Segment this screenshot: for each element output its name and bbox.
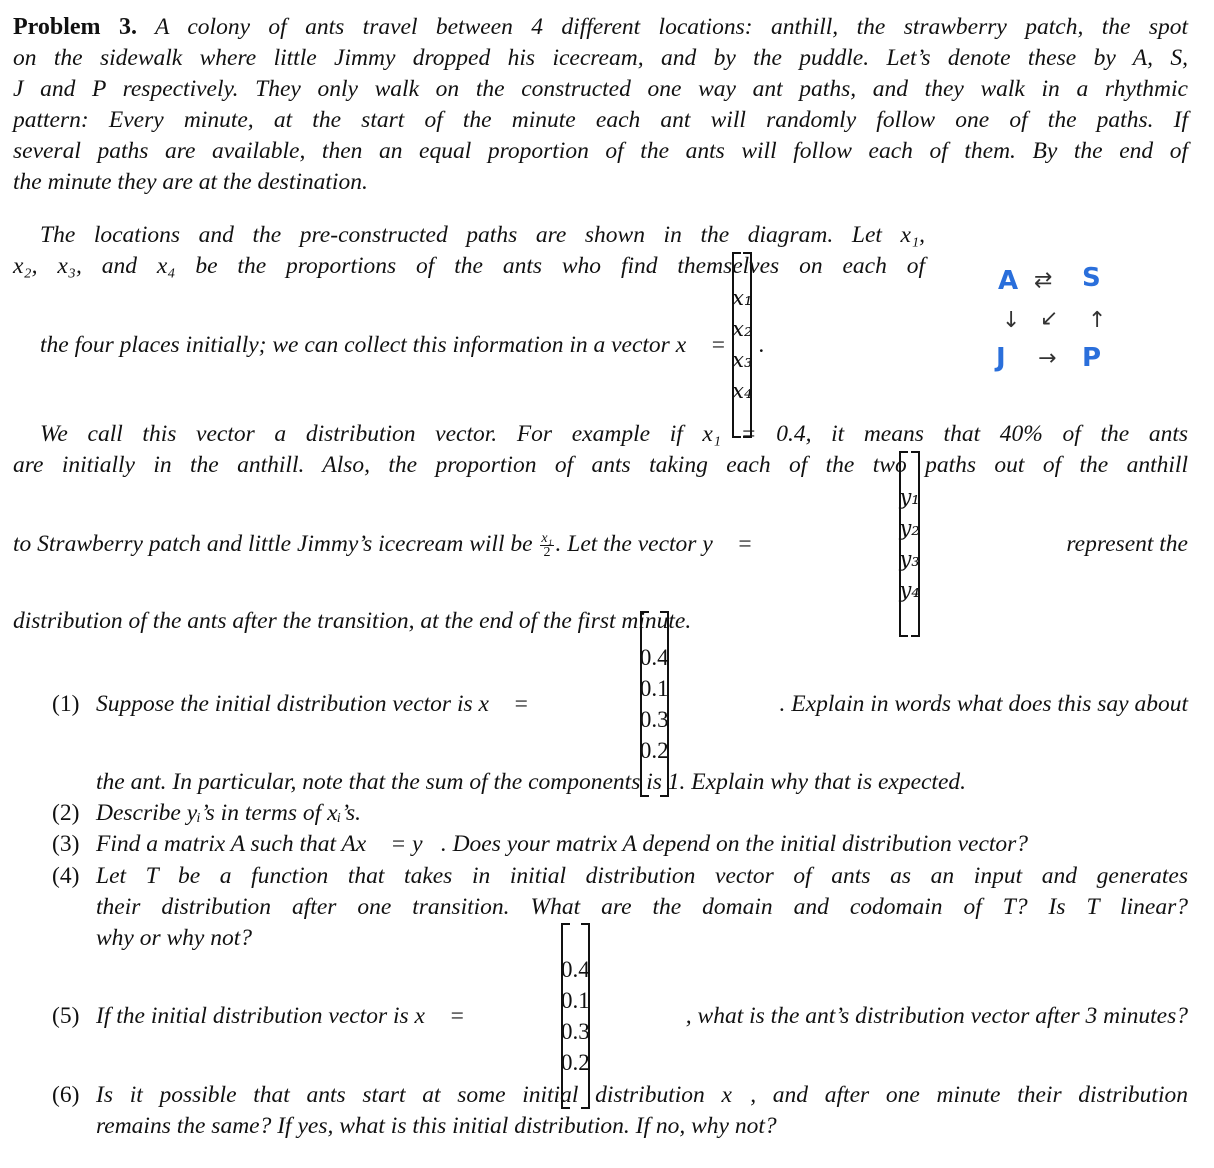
arrow-p-s: ↑ — [1088, 308, 1107, 333]
q5-vector-entry: 0.1 — [561, 988, 590, 1013]
question-2: (2) Describe yᵢ’s in terms of xᵢ’s. — [52, 798, 361, 829]
x-vector-entry: x₁ — [732, 286, 753, 310]
y-vector-entry: y₂ — [899, 516, 920, 540]
x-vector-matrix — [732, 252, 752, 438]
question-5-after: , what is the ant’s distribution vector after 3 minutes? — [685, 1002, 1188, 1029]
question-number: (6) — [52, 1082, 80, 1108]
y-vector-entry: y₄ — [899, 578, 920, 602]
q1-vector-entry: 0.4 — [639, 645, 669, 670]
question-number: (2) — [52, 800, 80, 826]
question-6: (6) Is it possible that ants start at some initial distribution x⃗, and after one minute their distribution remains the same? If yes, what is this initial distribution. If no, why not? — [52, 1082, 1188, 1139]
node-anthill: A — [998, 266, 1019, 296]
para3-line-3-row — [13, 481, 1188, 607]
arrow-j-p: → — [1038, 346, 1057, 371]
intro-line-4: pattern: Every minute, at the start of the minute each ant will randomly follow one of the paths. If — [13, 107, 1188, 133]
q1-vector-entry: 0.1 — [639, 676, 669, 701]
para2-line-3-row: the four places initially; we can collect this information in a vector x⃗ = x₁ x₂ x₃ x₄ . — [40, 282, 764, 408]
intro-paragraph — [13, 12, 1188, 198]
ant-path-diagram — [990, 262, 1110, 372]
para2-line-3: the four places initially; we can collect this information in a vector x⃗ = — [40, 331, 727, 358]
q5-vector-entry: 0.2 — [561, 1050, 590, 1075]
frac-denominator: 2 — [543, 544, 551, 560]
question-3: (3) Find a matrix A such that Ax⃗ = y⃗. Does your matrix A depend on the initial distribution vector? — [52, 829, 1028, 860]
intro-line-2: on the sidewalk where little Jimmy dropped his icecream, and by the puddle. Let’s denote these by A, S, — [13, 45, 1188, 71]
q1-vector-entry: 0.3 — [639, 707, 669, 732]
para2-line-1: The locations and the pre-constructed paths are shown in the diagram. Let x₁, — [40, 222, 925, 248]
intro-line-1: Problem 3. A colony of ants travel between 4 different locations: anthill, the strawberry patch, the spot — [13, 14, 1188, 40]
intro-line-5: several paths are available, then an equal proportion of the ants will follow each of them. By the end of — [13, 138, 1188, 164]
para3-line-3a: to Strawberry patch and little Jimmy’s icecream will be $\frac{\text{x₁}}{2}$ . Let the vector y⃗ = — [13, 530, 753, 560]
question-number: (5) — [52, 1002, 80, 1029]
para3-line-1: We call this vector a distribution vector. For example if x₁ = 0.4, it means that 40% of the ants — [40, 421, 1188, 447]
para3-line-4: distribution of the ants after the transition, at the end of the first minute. — [13, 608, 692, 634]
question-number: (4) — [52, 863, 80, 889]
para3-line-3c: represent the — [1066, 530, 1188, 557]
intro-line-6: the minute they are at the destination. — [13, 169, 368, 195]
y-vector-matrix — [899, 451, 919, 637]
frac-numerator: x₁ — [541, 530, 553, 546]
y-vector-entry: y₃ — [899, 547, 920, 571]
arrow-a-s-bidirectional: ⇄ — [1034, 268, 1053, 293]
question-number: (1) — [52, 690, 80, 717]
q1-vector-entry: 0.2 — [639, 738, 669, 763]
question-1-before: (1) Suppose the initial distribution vector is x⃗ = — [52, 689, 529, 720]
question-1-row — [52, 641, 1188, 767]
question-5-row — [52, 953, 1188, 1079]
arrow-s-j: ↙ — [1040, 306, 1059, 331]
question-1-after: . Explain in words what does this say about — [779, 690, 1188, 717]
node-puddle: P — [1082, 343, 1102, 373]
question-5-before: (5) If the initial distribution vector is x⃗ = — [52, 1001, 465, 1032]
para2-line-2: x₂, x₃, and x₄ be the proportions of the ants who find themselves on each of — [13, 253, 925, 279]
question-4: (4) Let T be a function that takes in initial distribution vector of ants as an input and generates their distribution after one transition. What are the domain and codomain of T? Is T linear? why or why not? — [52, 863, 1188, 951]
q5-vector-entry: 0.3 — [561, 1019, 590, 1044]
y-vector-entry: y₁ — [899, 485, 920, 509]
x-vector-entry: x₃ — [732, 348, 753, 372]
q5-vector-entry: 0.4 — [561, 957, 590, 982]
problem-label: Problem 3. — [13, 14, 138, 40]
para3-line-2: are initially in the anthill. Also, the proportion of ants taking each of the two paths out of the anthill — [13, 452, 1188, 478]
question-number: (3) — [52, 831, 80, 857]
arrow-a-j: ↓ — [1002, 308, 1021, 333]
question-1-cont: the ant. In particular, note that the sum of the components is 1. Explain why that is expected. — [96, 769, 967, 795]
node-jimmy: J — [996, 343, 1006, 373]
x-vector-entry: x₄ — [732, 379, 753, 403]
x-vector-entry: x₂ — [732, 317, 753, 341]
intro-line-3: J and P respectively. They only walk on the constructed one way ant paths, and they walk in a rhythmic — [13, 76, 1188, 102]
node-strawberry: S — [1082, 263, 1101, 293]
